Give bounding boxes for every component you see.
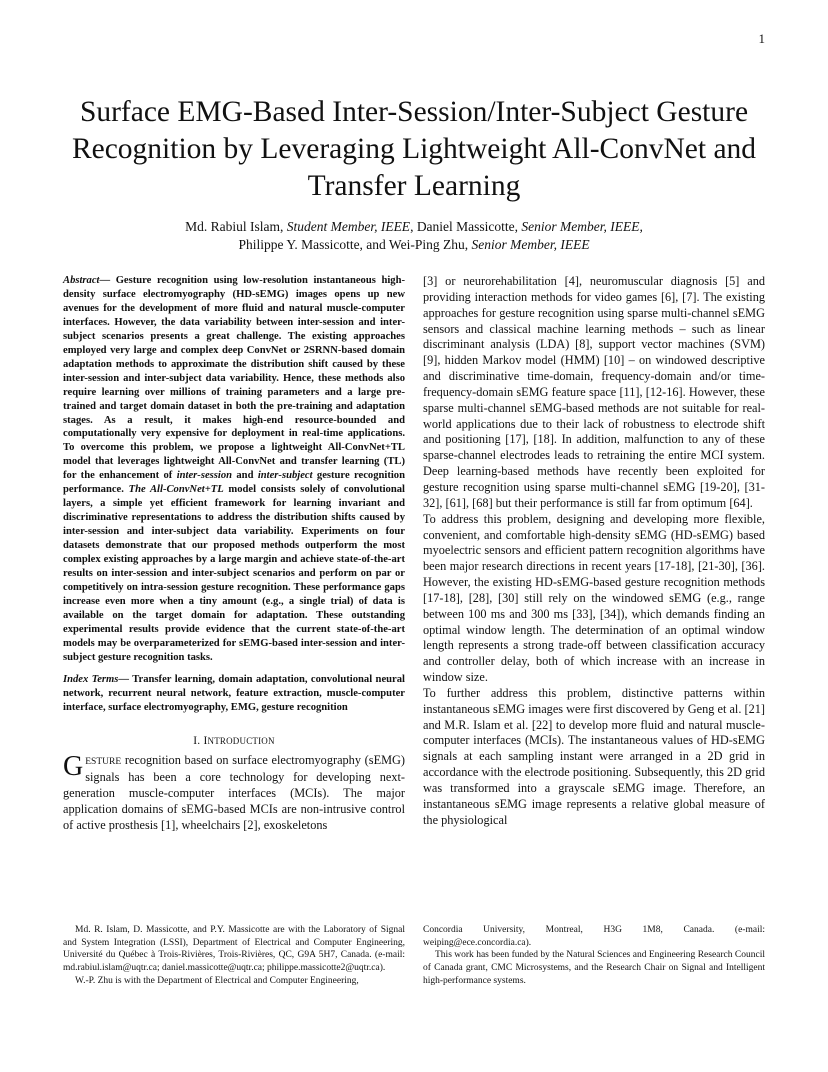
index-terms-dash: —	[118, 673, 133, 685]
footnote-funding: This work has been funded by the Natural Sciences and Engineering Research Council of Canada grant, CMC Microsystems, and the Research Chair on Signal and Intelligent high-performance systems.	[423, 950, 765, 986]
author-3-name: Philippe Y. Massicotte, and Wei-Ping Zhu,	[238, 237, 472, 252]
abstract-text-1: Gesture recognition using low-resolution instantaneous high-density surface electromyography (HD-sEMG) images opens up new avenues for the development of more fluid and natural muscle-computer interfaces. However, the data variability between inter-session and inter-subject scenarios presents a great challenge. The existing approaches employed very large and complex deep ConvNet or 2SRNN-based domain adaptation methods to approximate the distribution shift caused by these inter-session and inter-subject data variability. Hence, these methods also require learning over millions of training parameters and a large pre-trained and target domain dataset in both the pre-training and adaptation stages. As a result, it makes high-end resource-bounded and computationally very expensive for deployment in real-time applications. To overcome this problem, we propose a lightweight All-ConvNet+TL model that leverages lightweight All-ConvNet and transfer learning (TL) for the enhancement of	[63, 275, 405, 482]
intro-smallcaps: ESTURE	[85, 756, 122, 767]
footnote-affiliation-1: Md. R. Islam, D. Massicotte, and P.Y. Massicotte are with the Laboratory of Signal and System Integration (LSSI), Department of Electrical and Computer Engineering, Université du Québec à Trois-Rivières, Trois-Rivières, QC, G9A 5H7, Canada. (e-mail: md.rabiul.islam@uqtr.ca; daniel.massicotte@uqtr.ca; philippe.massicotte2@uqtr.ca).	[63, 925, 405, 974]
abstract-emph-3: The All-ConvNet+TL	[128, 484, 224, 496]
author-line-1	[64, 218, 764, 236]
intro-paragraph	[63, 750, 405, 834]
footnote-right	[423, 924, 765, 988]
index-terms	[63, 673, 405, 715]
abstract-text-2: gesture recognition performance.	[63, 470, 405, 496]
section-heading-introduction	[63, 735, 405, 747]
abstract-emph-2: inter-subject	[257, 470, 313, 482]
author-3-role: Senior Member, IEEE	[471, 237, 590, 252]
author-line-2	[64, 236, 764, 254]
author-1-role: Student Member, IEEE	[286, 219, 411, 234]
abstract	[63, 274, 405, 665]
author-block	[64, 218, 764, 254]
index-terms-label: Index Terms	[63, 673, 119, 685]
author-1-name: Md. Rabiul Islam,	[185, 219, 287, 234]
author-2-name: , Daniel Massicotte,	[410, 219, 522, 234]
abstract-dash: —	[99, 275, 116, 286]
right-paragraph-1: [3] or neurorehabilitation [4], neuromuscular diagnosis [5] and providing interaction methods for video games [6], [7]. The existing approaches for gesture recognition using sparse multi-channel sEMG sensors and classical machine learning methods – such as linear discriminant analysis (LDA) [8], support vector machines (SVM) [9], hidden Markov model (HMM) [10] – on windowed descriptive and discriminative time-domain, frequency-domain and/or time-frequency-domain sEMG feature space [11], [12-16]. However, these sparse multi-channel sEMG-based methods are not suitable for real-world applications due to their lack of robustness to electrode shift and positioning [17], [18]. In addition, malfunction to any of these sparse-channel electrodes leads to retraining the entire MCI system. Deep learning-based methods have recently been exploited for gesture recognition using sparse multi-channel sEMG [19-20], [31-32], [61], [68] but their performance is still far from optimum [64].	[423, 274, 765, 510]
abstract-label: Abstract	[63, 275, 100, 286]
right-paragraph-2: To address this problem, designing and developing more flexible, convenient, and comfortable high-density sEMG (HD-sEMG) based myoelectric sensors and efficient pattern recognition algorithms have been major research directions in recent years [17-18], [21-30], [36]. However, the existing HD-sEMG-based gesture recognition methods [17-18], [28], [30] still rely on the windowed sEMG (e.g., range between 100 ms and 300 ms [33], [34]), which demands finding an optimal window length. The determination of an optimal window length represents a strong trade-off between classification accuracy and controller delay, both of which increase with an increase in window size.	[423, 511, 765, 685]
right-paragraph-3: To further address this problem, distinctive patterns within instantaneous sEMG images were first discovered by Geng et al. [21] and M.R. Islam et al. [22] to develop more fluid and natural muscle-computer interfaces (MCIs). The instantaneous values of HD-sEMG signals at each sampling instant were arranged in a 2D grid in accordance with the electrode positioning. Subsequently, this 2D grid was transformed into a grayscale sEMG image. Therefore, an instantaneous sEMG image represents a relative global measure of the physiological	[423, 685, 765, 827]
abstract-emph-1: inter-session	[176, 470, 233, 482]
footnote-affiliation-2: W.-P. Zhu is with the Department of Electrical and Computer Engineering,	[75, 975, 359, 986]
drop-cap: G	[63, 750, 84, 782]
paper-title: Surface EMG-Based Inter-Session/Inter-Subject Gesture Recognition by Leveraging Lightweight All-ConvNet and Transfer Learning	[71, 96, 757, 202]
index-terms-text: Transfer learning, domain adaptation, convolutional neural network, recurrent neural network, feature extraction, muscle-computer interface, surface electromyography, EMG, gesture recognition	[63, 673, 405, 713]
author-2-role: Senior Member, IEEE,	[521, 219, 643, 234]
section-first-letter: I	[203, 734, 208, 747]
footnote-left	[63, 924, 405, 988]
footnote-affiliation-cont: Concordia University, Montreal, H3G 1M8, Canada. (e-mail: weiping@ece.concordia.ca).	[423, 925, 765, 948]
left-column	[63, 274, 405, 834]
section-rest: NTRODUCTION	[207, 735, 275, 746]
abstract-and: and	[232, 470, 258, 482]
intro-text: recognition based on surface electromyography (sEMG) signals has been a core technology for developing next-generation muscle-computer interfaces (MCIs). The major application domains of sEMG-based MCIs are non-intrusive control of active prosthesis [1], wheelchairs [2], exoskeletons	[63, 752, 405, 832]
page-number: 1	[758, 31, 765, 46]
right-column	[423, 274, 765, 829]
abstract-text-3: model consists solely of convolutional layers, a simple yet efficient framework for learning invariant and discriminative representations to address the distribution shifts caused by inter-session and inter-subject data variability. Experiments on four datasets demonstrate that our proposed methods outperform the most complex existing approaches by a large margin and achieve state-of-the-art results on inter-session and inter-subject scenarios and perform on par or competitively on intra-session gesture recognition. These performance gaps increase even more when a tiny amount (e.g., a single trial) of data is available on the target domain for adaptation. These outstanding experimental results provide evidence that the current state-of-the-art models may be overparameterized for sEMG-based inter-session and inter-subject gesture recognition tasks.	[63, 484, 405, 663]
section-numeral: I.	[193, 734, 204, 747]
